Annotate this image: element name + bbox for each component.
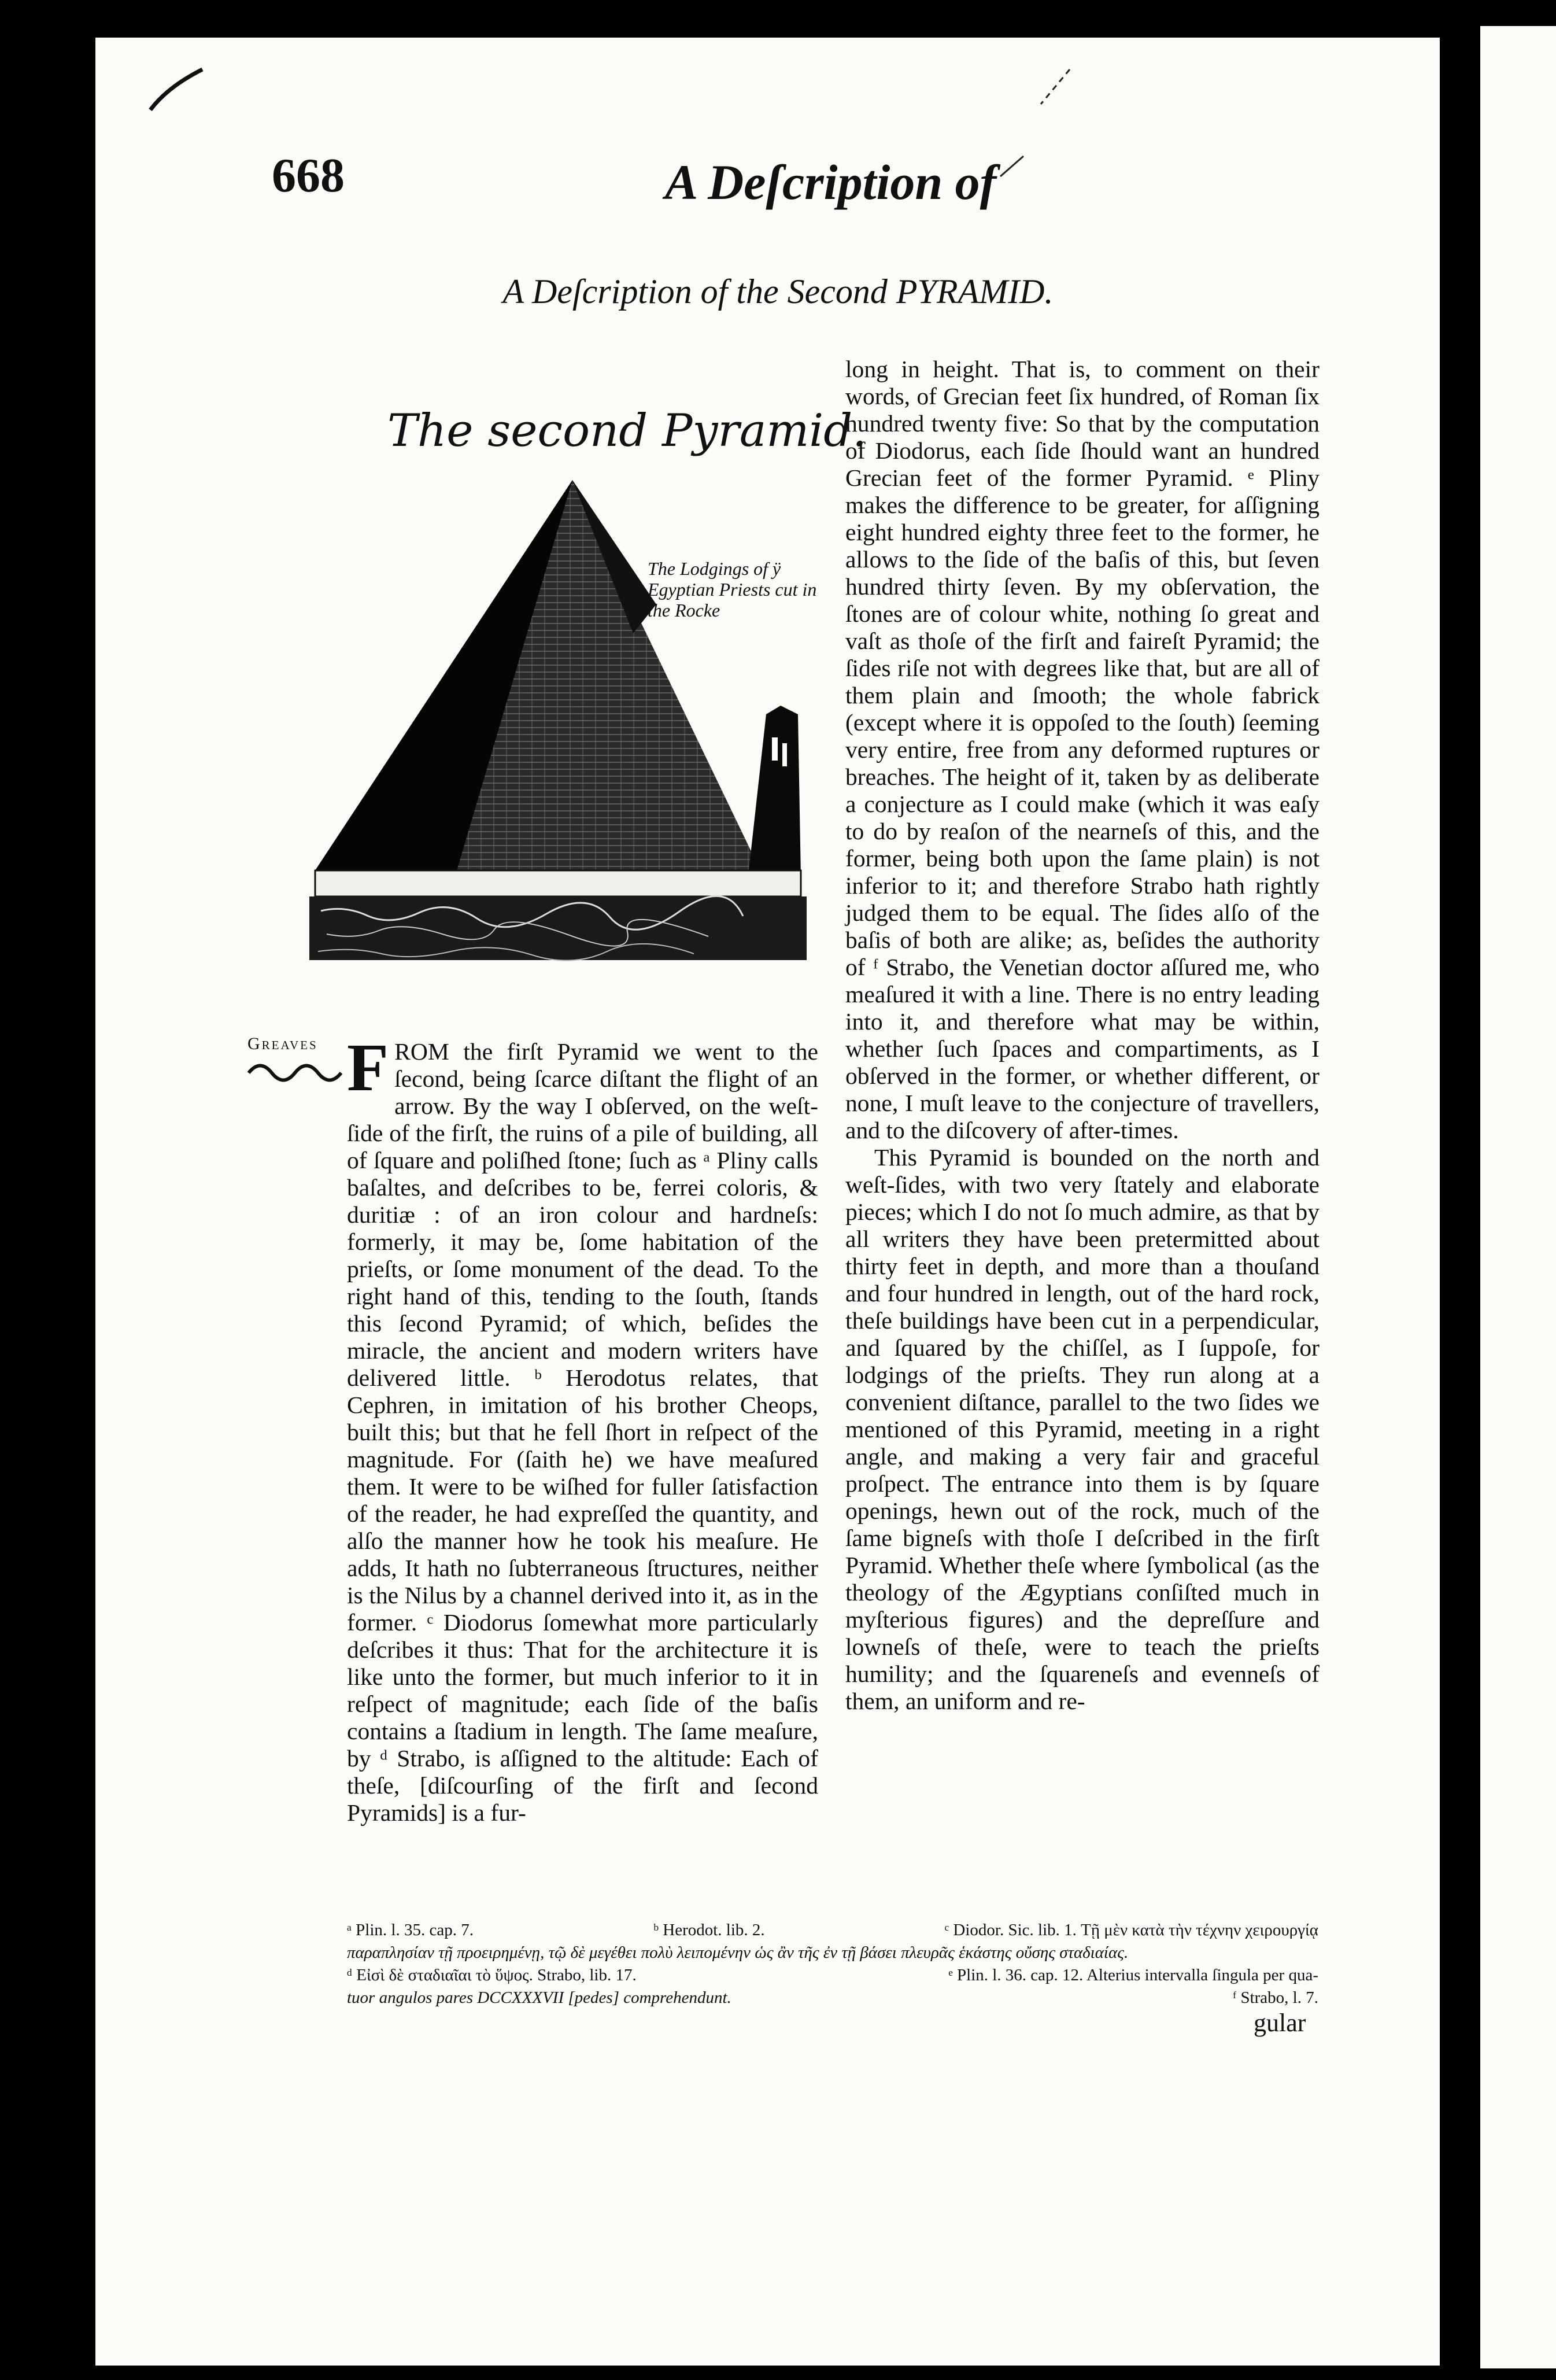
figure-annotation: The Lodgings of ÿ Egyptian Priests cut in the Rocke — [648, 558, 817, 621]
footnote-c-greek: παραπλησίαν τῇ προειρημένῃ, τῷ δὲ μεγέθει πολὺ λειπομένην ὡς ἂν τῆς ἐν τῇ βάσει πλευρᾶς ἑκάστης οὔσης σταδιαίας. — [347, 1943, 1129, 1962]
pyramid-engraving — [309, 471, 836, 980]
section-title: A Deſcription of the Second PYRAMID. — [502, 272, 1054, 311]
right-column-text — [845, 356, 1320, 1715]
footnote-e: ᵉ Plin. l. 36. cap. 12. Alterius intervalla ſingula per qua- — [948, 1966, 1318, 1984]
footnote-d: ᵈ Εἰσὶ δὲ σταδιαῖαι τὸ ὕψος. Strabo, lib. 17. — [347, 1966, 637, 1984]
side-note-author: Greaves — [247, 1034, 318, 1053]
footnote-b: ᵇ Herodot. lib. 2. — [653, 1921, 765, 1939]
page-number: 668 — [272, 149, 345, 202]
side-note-flourish — [246, 1056, 344, 1084]
footnote-row-2 — [347, 1942, 1318, 1964]
right-paragraph-1: long in height. That is, to comment on their words, of Grecian feet ſix hundred, of Roman ſix hundred twenty five: So that by the computation of Diodorus, each ſide ſhould want an hundred Grecian feet of the former Pyramid. ᵉ Pliny makes the difference to be greater, for aſſigning eight hundred eighty three feet to the former, he allows to the ſide of the baſis of this, but ſeven hundred thirty ſeven. By my obſervation, the ſtones are of colour white, nothing ſo great and vaſt as thoſe of the firſt and faireſt Pyramid; the ſides riſe not with degrees like that, but are all of them plain and ſmooth; the whole fabrick (except where it is oppoſed to the ſouth) ſeeming very entire, free from any deformed ruptures or breaches. The height of it, taken by as deliberate a conjecture as I could make (which it was eaſy to do by reaſon of the nearneſs of this, and the former, being both upon the ſame plain) is not inferior to it; and therefore Strabo hath rightly judged them to be equal. The ſides alſo of the baſis of both are alike; as, beſides the authority of ᶠ Strabo, the Venetian doctor aſſured me, who meaſured it with a line. There is no entry leading into it, and therefore what may be within, whether ſuch ſpaces and compartiments, as I obſerved in the former, or whether different, or none, I muſt leave to the conjecture of travellers, and to the diſcovery of after-times. — [845, 356, 1320, 1143]
footnote-f: ᶠ Strabo, l. 7. — [1233, 1988, 1318, 2007]
footnote-c: ᶜ Diodor. Sic. lib. 1. Τῇ μὲν κατὰ τὴν τέχνην χειρουργίᾳ — [944, 1921, 1318, 1939]
footnotes — [347, 1919, 1318, 2009]
right-paragraph-2: This Pyramid is bounded on the north and weſt-ſides, with two very ſtately and elaborate pieces; which I do not ſo much admire, as that by all writers they have been pretermitted about thirty feet in depth, and more than a thouſand and four hundred in length, out of the hard rock, theſe buildings have been cut in a perpendicular, and ſquared by the chiſſel, as I ſuppoſe, for lodgings of the prieſts. They run along at a convenient diſtance, parallel to the two ſides we mentioned of this Pyramid, meeting in a right angle, and making a very fair and graceful proſpect. The entrance into them is by ſquare openings, hewn out of the rock, much of the ſame bigneſs with thoſe I deſcribed in the firſt Pyramid. Whether theſe where ſymbolical (as the theology of the Ægyptians conſiſted much in myſterious figures) and the depreſſure and lowneſs of theſe, were to teach the prieſts humility; and the ſquareneſs and evenneſs of them, an uniform and re- — [845, 1144, 1320, 1714]
pen-mark-top-left — [145, 64, 208, 116]
running-title: A Deſcription of — [665, 154, 997, 210]
catchword: gular — [1254, 2009, 1306, 2037]
left-paragraph: ROM the firſt Pyramid we went to the ſecond, being ſcarce diſtant the flight of an arrow. By the way I obſerved, on the weſt-ſide of the firſt, the ruins of a pile of building, all of ſquare and poliſhed ſtone; ſuch as ᵃ Pliny calls baſaltes, and deſcribes to be, ferrei coloris, & duritiæ : of an iron colour and hardneſs: formerly, it may be, ſome habitation of the prieſts, or ſome monument of the dead. To the right hand of this, tending to the ſouth, ſtands this ſecond Pyramid; of which, beſides the miracle, the ancient and modern writers have delivered little. ᵇ Herodotus relates, that Cephren, in imitation of his brother Cheops, built this; but that he fell ſhort in reſpect of the magnitude. For (ſaith he) we have meaſured them. It were to be wiſhed for fuller ſatisfaction of the reader, he had expreſſed the quantity, and alſo the manner how he took his meaſure. He adds, It hath no ſubterraneous ſtructures, neither is the Nilus by a channel derived into it, as in the former. ᶜ Diodorus ſomewhat more particularly deſcribes it thus: That for the architecture it is like unto the former, but much inferior to it in reſpect of magnitude; each ſide of the baſis contains a ſtadium in length. The ſame meaſure, by ᵈ Strabo, is aſſigned to the altitude: Each of theſe, [diſcourſing of the firſt and ſecond Pyramids] is a fur- — [347, 1038, 818, 1826]
left-column-text — [347, 1030, 818, 1826]
footnote-row-3 — [347, 1964, 1318, 1987]
drop-cap-F: F — [347, 1030, 389, 1105]
footnote-row-1 — [347, 1919, 1318, 1942]
footnote-a: ᵃ Plin. l. 35. cap. 7. — [347, 1921, 474, 1939]
footnote-row-4 — [347, 1987, 1318, 2009]
footnote-e-cont: tuor angulos pares DCCXXXVII [pedes] comprehendunt. — [347, 1988, 731, 2007]
facing-page-edge — [1480, 26, 1556, 2368]
figure-caption-title: The second Pyramid. — [387, 405, 867, 457]
